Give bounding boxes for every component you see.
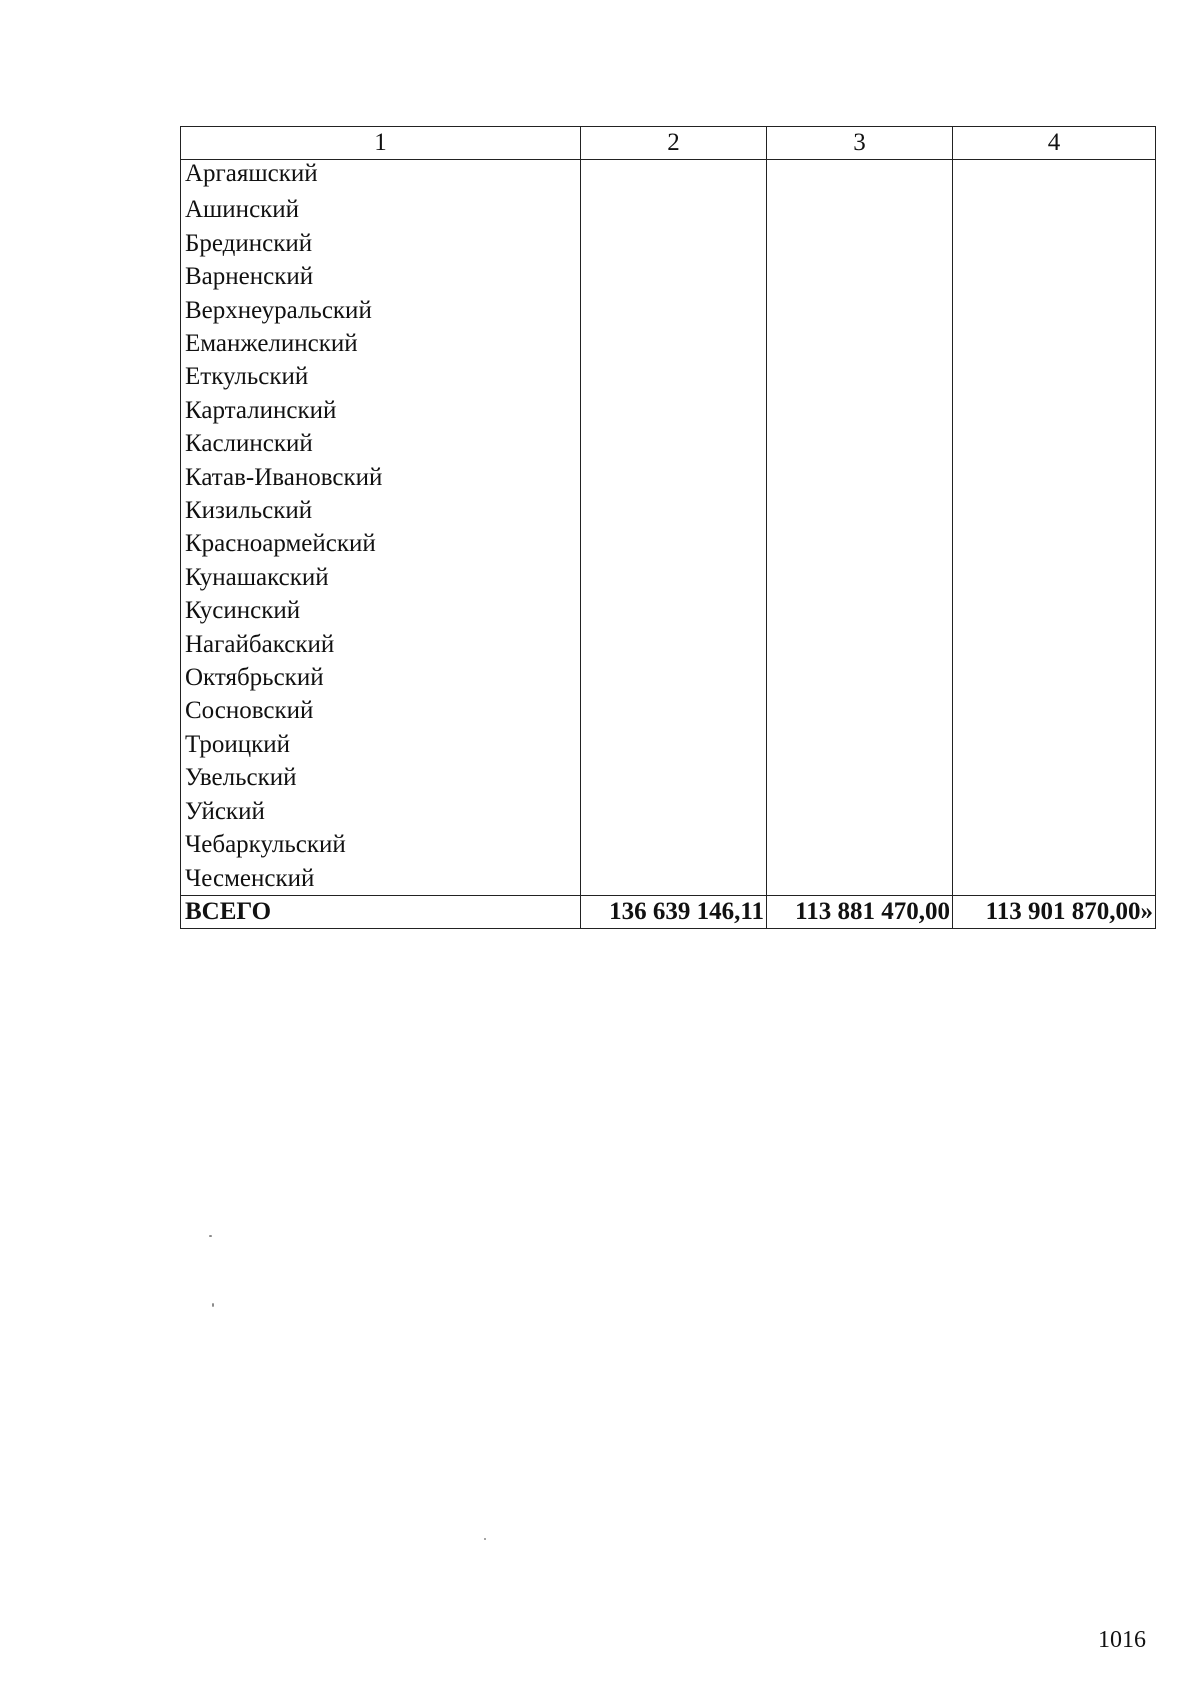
region-name-cell: Сосновский	[181, 694, 581, 727]
empty-value-cell	[767, 160, 953, 194]
region-name-cell: Октябрьский	[181, 661, 581, 694]
empty-value-cell	[767, 594, 953, 627]
empty-value-cell	[767, 227, 953, 260]
column-header-2: 2	[581, 127, 767, 160]
region-name-cell: Красноармейский	[181, 527, 581, 560]
region-name-cell: Аргаяшский	[181, 160, 581, 194]
empty-value-cell	[953, 795, 1156, 828]
table-row	[181, 694, 1156, 727]
region-name-cell: Еткульский	[181, 360, 581, 393]
table-row	[181, 461, 1156, 494]
empty-value-cell	[953, 661, 1156, 694]
empty-value-cell	[953, 728, 1156, 761]
region-name-cell: Карталинский	[181, 394, 581, 427]
empty-value-cell	[581, 527, 767, 560]
empty-value-cell	[581, 661, 767, 694]
empty-value-cell	[767, 694, 953, 727]
region-name-cell: Троицкий	[181, 728, 581, 761]
empty-value-cell	[581, 862, 767, 896]
scan-speck	[484, 1538, 486, 1540]
table-row	[181, 394, 1156, 427]
column-header-4: 4	[953, 127, 1156, 160]
table-row	[181, 527, 1156, 560]
empty-value-cell	[767, 461, 953, 494]
empty-value-cell	[953, 494, 1156, 527]
empty-value-cell	[953, 260, 1156, 293]
empty-value-cell	[767, 494, 953, 527]
region-name-cell: Брединский	[181, 227, 581, 260]
empty-value-cell	[767, 360, 953, 393]
empty-value-cell	[953, 160, 1156, 194]
region-name-cell: Кизильский	[181, 494, 581, 527]
empty-value-cell	[953, 227, 1156, 260]
empty-value-cell	[581, 394, 767, 427]
region-name-cell: Увельский	[181, 761, 581, 794]
empty-value-cell	[767, 527, 953, 560]
table-row	[181, 795, 1156, 828]
empty-value-cell	[767, 795, 953, 828]
region-name-cell: Нагайбакский	[181, 628, 581, 661]
table-row	[181, 661, 1156, 694]
empty-value-cell	[581, 193, 767, 226]
table-row	[181, 260, 1156, 293]
header-row	[181, 127, 1156, 160]
table-body	[181, 160, 1156, 896]
page-number: 1016	[1098, 1627, 1146, 1653]
empty-value-cell	[581, 728, 767, 761]
region-name-cell: Чесменский	[181, 862, 581, 896]
empty-value-cell	[767, 828, 953, 861]
empty-value-cell	[953, 360, 1156, 393]
empty-value-cell	[581, 327, 767, 360]
empty-value-cell	[767, 561, 953, 594]
empty-value-cell	[581, 260, 767, 293]
empty-value-cell	[581, 828, 767, 861]
region-name-cell: Варненский	[181, 260, 581, 293]
total-value-col2: 136 639 146,11	[581, 895, 767, 928]
table-row	[181, 761, 1156, 794]
region-name-cell: Катав-Ивановский	[181, 461, 581, 494]
region-name-cell: Ашинский	[181, 193, 581, 226]
table-row	[181, 294, 1156, 327]
empty-value-cell	[767, 260, 953, 293]
empty-value-cell	[953, 628, 1156, 661]
empty-value-cell	[767, 728, 953, 761]
region-name-cell: Еманжелинский	[181, 327, 581, 360]
empty-value-cell	[581, 461, 767, 494]
region-name-cell: Чебаркульский	[181, 828, 581, 861]
empty-value-cell	[953, 828, 1156, 861]
empty-value-cell	[953, 761, 1156, 794]
empty-value-cell	[767, 761, 953, 794]
empty-value-cell	[581, 594, 767, 627]
total-label: ВСЕГО	[181, 895, 581, 928]
region-name-cell: Кунашакский	[181, 561, 581, 594]
empty-value-cell	[953, 193, 1156, 226]
empty-value-cell	[581, 628, 767, 661]
region-name-cell: Уйский	[181, 795, 581, 828]
table-row	[181, 494, 1156, 527]
empty-value-cell	[581, 160, 767, 194]
table-header	[181, 127, 1156, 160]
empty-value-cell	[767, 862, 953, 896]
table-row	[181, 828, 1156, 861]
table-row	[181, 628, 1156, 661]
table-row	[181, 561, 1156, 594]
empty-value-cell	[767, 193, 953, 226]
table-row	[181, 193, 1156, 226]
total-value-col3: 113 881 470,00	[767, 895, 953, 928]
empty-value-cell	[767, 327, 953, 360]
empty-value-cell	[581, 294, 767, 327]
table-footer	[181, 895, 1156, 928]
scan-speck	[209, 1235, 212, 1237]
column-header-3: 3	[767, 127, 953, 160]
table-row	[181, 427, 1156, 460]
empty-value-cell	[953, 561, 1156, 594]
empty-value-cell	[581, 761, 767, 794]
total-row	[181, 895, 1156, 928]
empty-value-cell	[953, 327, 1156, 360]
empty-value-cell	[953, 294, 1156, 327]
empty-value-cell	[581, 427, 767, 460]
empty-value-cell	[581, 795, 767, 828]
empty-value-cell	[953, 862, 1156, 896]
empty-value-cell	[767, 628, 953, 661]
empty-value-cell	[767, 294, 953, 327]
empty-value-cell	[767, 427, 953, 460]
table-row	[181, 227, 1156, 260]
empty-value-cell	[953, 594, 1156, 627]
scan-speck	[212, 1303, 214, 1307]
empty-value-cell	[581, 227, 767, 260]
empty-value-cell	[953, 461, 1156, 494]
empty-value-cell	[953, 427, 1156, 460]
empty-value-cell	[767, 661, 953, 694]
table-row	[181, 862, 1156, 896]
empty-value-cell	[581, 694, 767, 727]
empty-value-cell	[581, 360, 767, 393]
empty-value-cell	[953, 694, 1156, 727]
empty-value-cell	[581, 561, 767, 594]
table-row	[181, 360, 1156, 393]
column-header-1: 1	[181, 127, 581, 160]
region-name-cell: Кусинский	[181, 594, 581, 627]
region-name-cell: Верхнеуральский	[181, 294, 581, 327]
empty-value-cell	[953, 394, 1156, 427]
total-value-col4: 113 901 870,00»	[953, 895, 1156, 928]
empty-value-cell	[767, 394, 953, 427]
region-name-cell: Каслинский	[181, 427, 581, 460]
empty-value-cell	[581, 494, 767, 527]
table-row	[181, 594, 1156, 627]
table-row	[181, 327, 1156, 360]
table-row	[181, 160, 1156, 194]
table-row	[181, 728, 1156, 761]
data-table	[180, 126, 1156, 929]
empty-value-cell	[953, 527, 1156, 560]
